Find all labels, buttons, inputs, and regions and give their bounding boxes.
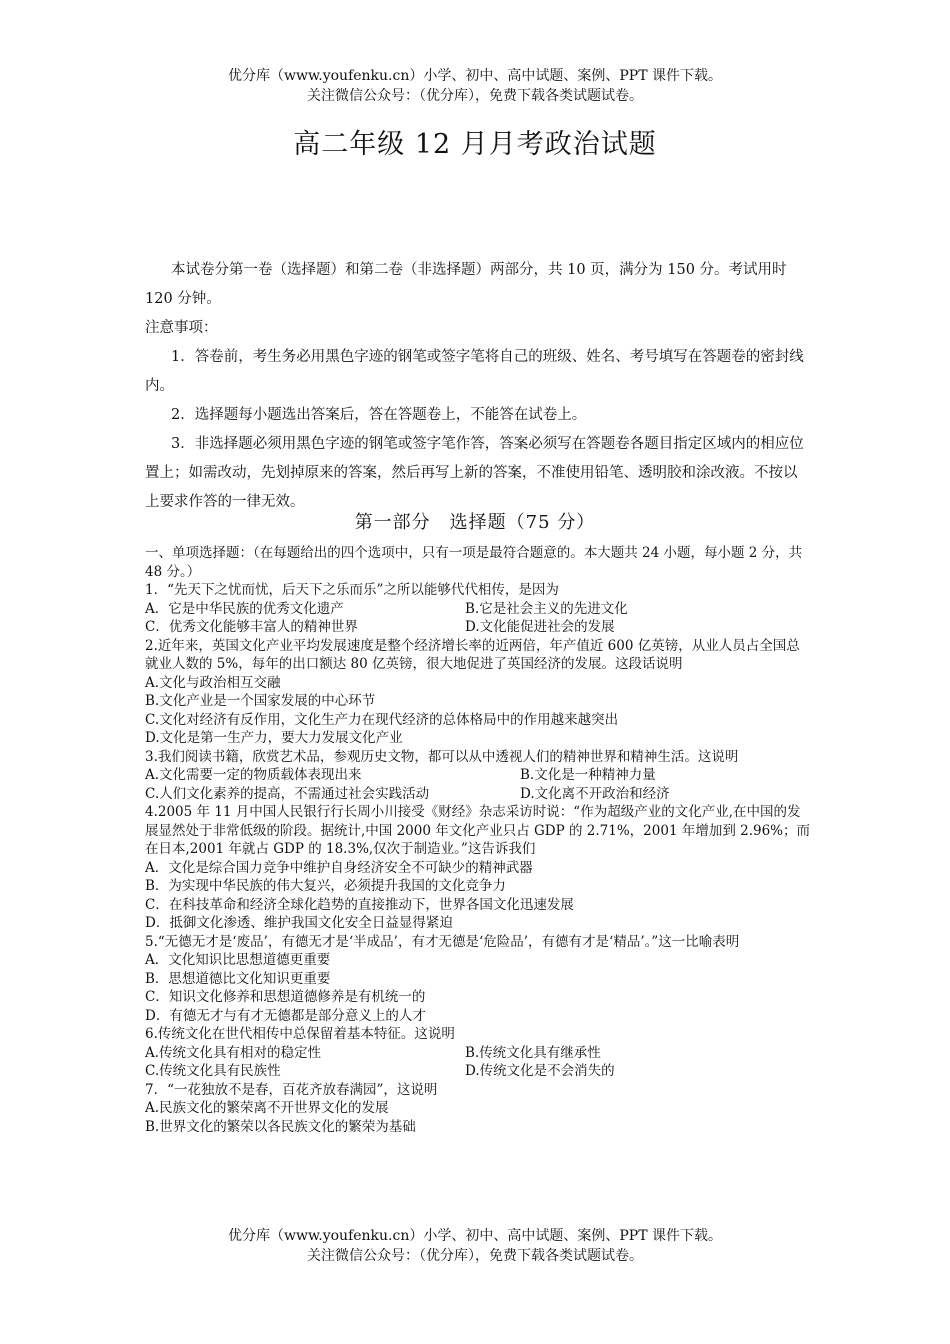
question-stem: 4.2005 年 11 月中国人民银行行长周小川接受《财经》杂志采访时说：“作为超级产业的文化产业,在中国的发展显然处于非常低级的阶段。据统计,中国 2000 年文化产业只占 GDP 的 2.71%，2001 年增加到 2.96%；而在日本,2001 年就占 GDP 的 18.3%,仅次于制造业。”这告诉我们: [145, 804, 811, 857]
option-d: D.传统文化是不会消失的: [465, 1063, 615, 1079]
question-stem: 5.“无德无才是‘废品’，有德无才是‘半成品’，有才无德是‘危险品’，有德有才是‘精品’。”这一比喻表明: [145, 933, 740, 950]
option-c: C．知识文化修养和思想道德修养是有机统一的: [145, 989, 426, 1005]
option-a: A．文化知识比思想道德更重要: [145, 952, 331, 968]
page-header: [0, 66, 950, 106]
instructions: 一、单项选择题：（在每题给出的四个选项中，只有一项是最符合题意的。本大题共 24 小题，每小题 2 分，共 48 分。）: [145, 545, 803, 580]
option-d: D.文化是第一生产力，要大力发展文化产业: [145, 730, 403, 746]
option-d: D．有德无才与有才无德都是部分意义上的人才: [145, 1007, 426, 1024]
question-1: [145, 581, 810, 637]
option-b: B.文化是一种精神力量: [520, 767, 656, 783]
option-d: D.文化离不开政治和经济: [520, 785, 670, 802]
header-line-2: 关注微信公众号：（优分库），免费下载各类试题试卷。: [307, 88, 643, 104]
option-a: A．文化是综合国力竞争中维护自身经济安全不可缺少的精神武器: [145, 859, 533, 876]
question-3: [145, 748, 810, 804]
notice-item-1: 1．答卷前，考生务必用黑色字迹的钢笔或签字笔将自己的班级、姓名、考号填写在答题卷的密封线内。: [145, 349, 804, 394]
option-b: B.世界文化的繁荣以各民族文化的繁荣为基础: [145, 1118, 416, 1135]
option-c: C.传统文化具有民族性: [145, 1063, 281, 1079]
page-footer: [0, 1226, 950, 1266]
question-list: [145, 544, 810, 1136]
header-line-1: 优分库（www.youfenku.cn）小学、初中、高中试题、案例、PPT 课件下载。: [227, 68, 722, 84]
option-a: A.传统文化具有相对的稳定性: [145, 1044, 322, 1061]
option-d: D．抵御文化渗透、维护我国文化安全日益显得紧迫: [145, 915, 453, 931]
section-title: 第一部分 选择题（75 分）: [354, 512, 596, 533]
notice-item-2: 2．选择题每小题选出答案后，答在答题卷上，不能答在试卷上。: [171, 407, 587, 423]
option-d: D.文化能促进社会的发展: [465, 619, 615, 635]
question-stem: 1．“先天下之忧而忧，后天下之乐而乐”之所以能够代代相传，是因为: [145, 582, 559, 598]
option-c: C.人们文化素养的提高，不需通过社会实践活动: [145, 785, 430, 802]
question-stem: 2.近年来，英国文化产业平均发展速度是整个经济增长率的近两倍，年产值近 600 亿英镑，从业人员占全国总就业人数的 5%，每年的出口额达 80 亿英镑，很大地促进了英国经济的发展。这段话说明: [145, 637, 800, 672]
intro-paragraph: 本试卷分第一卷（选择题）和第二卷（非选择题）两部分，共 10 页，满分为 150 分。考试用时 120 分钟。: [145, 262, 787, 307]
option-a: A.民族文化的繁荣离不开世界文化的发展: [145, 1100, 389, 1116]
question-5: [145, 933, 810, 1026]
exam-title: 高二年级 12 月月考政治试题: [293, 129, 657, 160]
question-stem: 3.我们阅读书籍，欣赏艺术品，参观历史文物，都可以从中透视人们的精神世界和精神生活。这说明: [145, 748, 739, 765]
notice-item-3: 3．非选择题必须用黑色字迹的钢笔或签字笔作答，答案必须写在答题卷各题目指定区域内的相应位置上；如需改动，先划掉原来的答案，然后再写上新的答案，不准使用铅笔、透明胶和涂改液。不按以上要求作答的一律无效。: [145, 436, 804, 510]
question-stem: 7．“一花独放不是春，百花齐放春满园”，这说明: [145, 1081, 438, 1098]
option-c: C．在科技革命和经济全球化趋势的直接推动下，世界各国文化迅速发展: [145, 896, 574, 913]
option-b: B.传统文化具有继承性: [465, 1044, 601, 1061]
option-a: A．它是中华民族的优秀文化遗产: [145, 600, 344, 617]
notice-heading: 注意事项：: [145, 320, 218, 336]
exam-intro: [145, 256, 810, 517]
option-c: C.文化对经济有反作用，文化生产力在现代经济的总体格局中的作用越来越突出: [145, 711, 619, 728]
question-7: [145, 1081, 810, 1137]
option-b: B.文化产业是一个国家发展的中心环节: [145, 693, 376, 709]
option-c: C．优秀文化能够丰富人的精神世界: [145, 619, 358, 635]
question-stem: 6.传统文化在世代相传中总保留着基本特征。这说明: [145, 1026, 455, 1042]
option-a: A.文化需要一定的物质载体表现出来: [145, 767, 362, 783]
footer-line-2: 关注微信公众号：（优分库），免费下载各类试题试卷。: [307, 1248, 643, 1264]
question-4: [145, 803, 810, 933]
question-6: [145, 1025, 810, 1081]
option-b: B.它是社会主义的先进文化: [465, 600, 628, 617]
footer-line-1: 优分库（www.youfenku.cn）小学、初中、高中试题、案例、PPT 课件下载。: [227, 1228, 722, 1244]
option-a: A.文化与政治相互交融: [145, 674, 281, 691]
option-b: B．为实现中华民族的伟大复兴，必须提升我国的文化竞争力: [145, 878, 506, 894]
question-2: [145, 637, 810, 748]
option-b: B．思想道德比文化知识更重要: [145, 970, 331, 987]
